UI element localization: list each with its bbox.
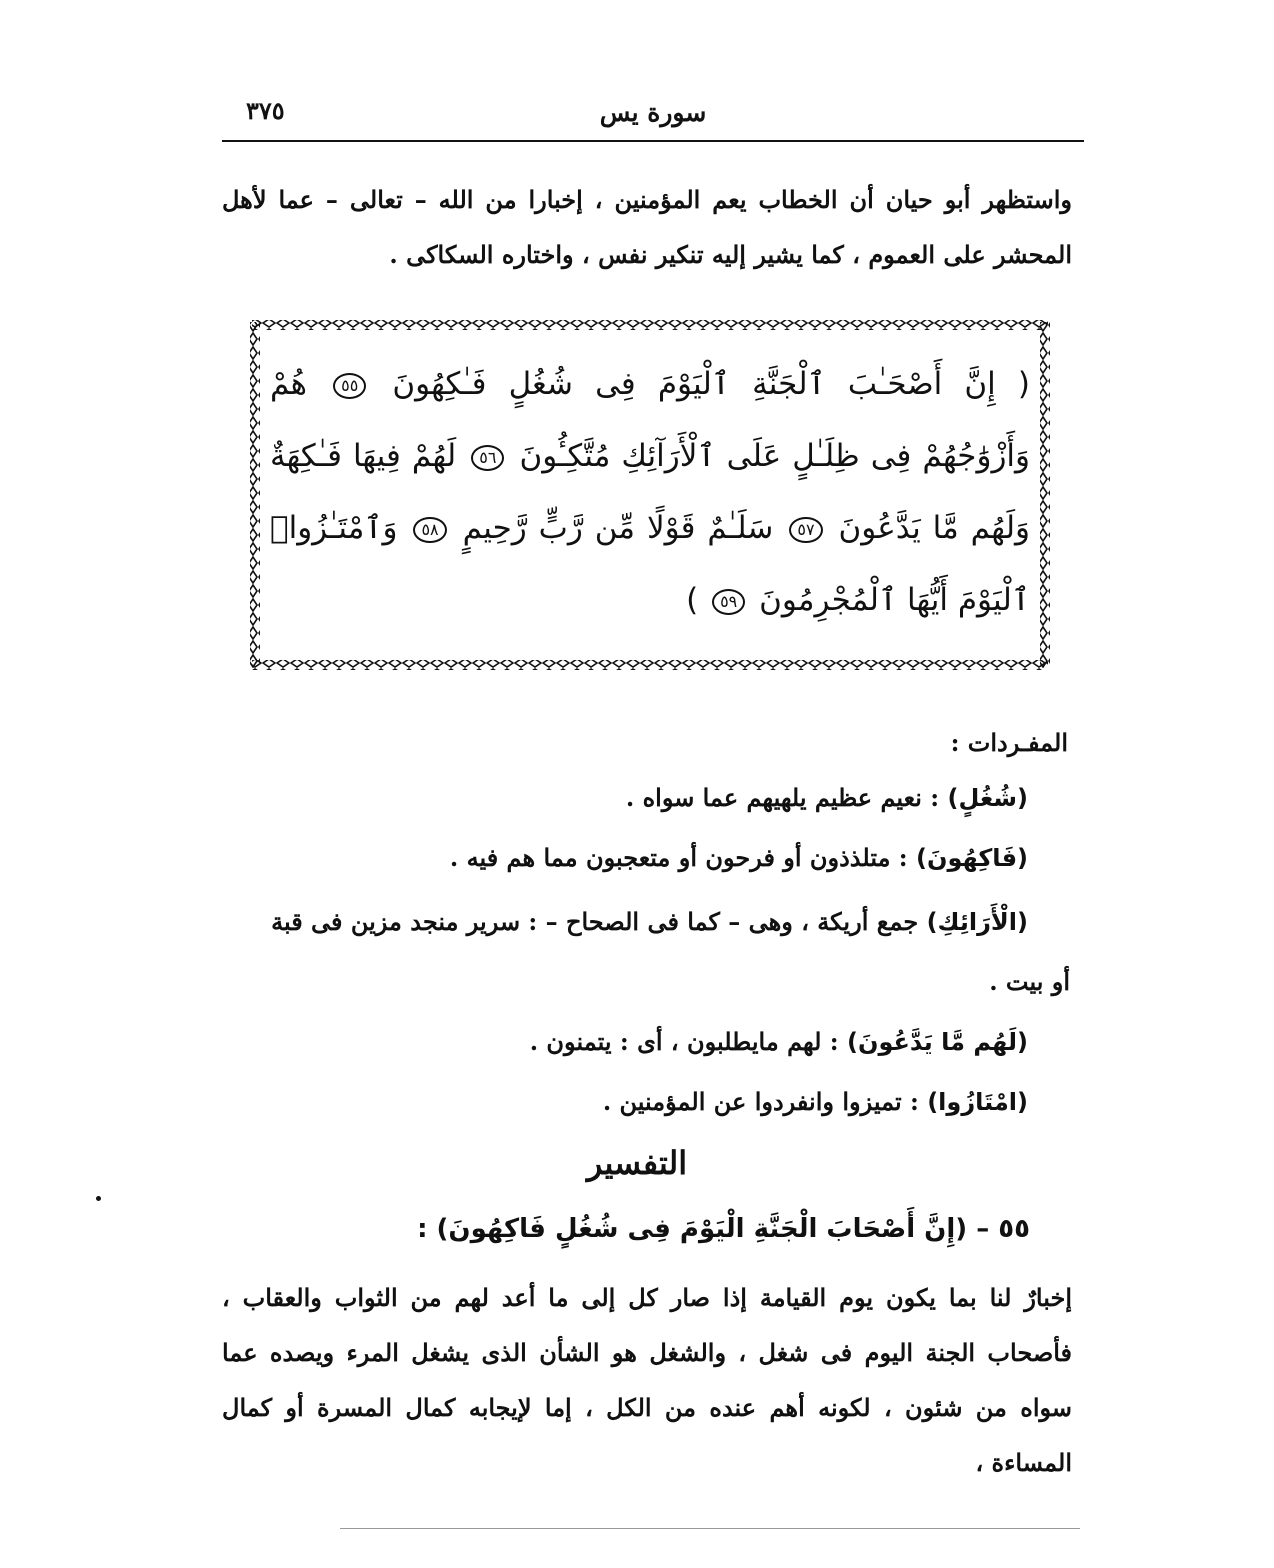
header-rule xyxy=(222,140,1084,142)
verse-number-55: ٥٥ xyxy=(333,373,366,399)
verse-55: إِنَّ أَصْحَـٰبَ ٱلْجَنَّةِ ٱلْيَوْمَ فِى شُغُلٍ فَـٰكِهُونَ xyxy=(392,366,996,402)
surah-title: سورة يس xyxy=(599,98,707,127)
verse-number-58: ٥٨ xyxy=(413,517,446,543)
vocab-item xyxy=(450,830,1028,886)
verse-56: هُمْ وَأَزْوَٰجُهُمْ فِى ظِلَـٰلٍ عَلَى ٱلْأَرَآئِكِ مُتَّكِـُٔونَ xyxy=(270,366,1030,474)
vocab-definition: جمع أريكة ، وهى – كما فى الصحاح – : سرير منجد مزين فى قبة xyxy=(271,907,927,936)
vocab-definition: : متلذذون أو فرحون أو متعجبون مما هم فيه . xyxy=(449,843,916,872)
footer-rule xyxy=(340,1528,1080,1529)
verse-57: لَهُمْ فِيهَا فَـٰكِهَةٌ وَلَهُم مَّا يَدَّعُونَ xyxy=(270,438,1031,546)
vocab-item xyxy=(603,1074,1028,1130)
vocab-definition: : لهم مايطلبون ، أى : يتمنون . xyxy=(529,1027,847,1056)
intro-paragraph: واستظهر أبو حيان أن الخطاب يعم المؤمنين ، إخبارا من الله – تعالى – عما لأهل المحشر على العموم ، كما يشير إليه تنكير نفس ، واختاره السكاكى . xyxy=(222,185,1072,269)
vocab-definition: أو بيت . xyxy=(989,967,1070,996)
vocab-term: (امْتَازُوا) xyxy=(927,1088,1028,1116)
vocab-term: (لَهُم مَّا يَدَّعُونَ) xyxy=(847,1028,1028,1056)
ayah-heading: ٥٥ – (إِنَّ أَصْحَابَ الْجَنَّةِ الْيَوْمَ فِى شُغُلٍ فَاكِهُونَ) : xyxy=(417,1214,1030,1244)
vocab-item xyxy=(222,894,1028,950)
vocab-item xyxy=(530,1014,1028,1070)
verse-text xyxy=(270,348,1030,636)
vocab-term: (الْأَرَائِكِ) xyxy=(926,908,1028,936)
page-number: ٣٧٥ xyxy=(246,96,285,125)
verse-number-59: ٥٩ xyxy=(712,589,745,615)
page-header xyxy=(222,92,1084,142)
verse-box xyxy=(248,318,1052,672)
vocab-item xyxy=(626,770,1028,826)
paren-close: ) xyxy=(686,582,699,618)
verse-number-57: ٥٧ xyxy=(789,517,822,543)
verse-number-56: ٥٦ xyxy=(471,445,504,471)
margin-dot xyxy=(96,1196,101,1201)
verse-59: وَٱمْتَـٰزُوا۟ ٱلْيَوْمَ أَيُّهَا ٱلْمُجْرِمُونَ xyxy=(270,510,1030,618)
vocab-term: (شُغُلٍ) xyxy=(947,784,1028,812)
vocab-term: (فَاكِهُونَ) xyxy=(916,844,1028,872)
paren-open: ( xyxy=(1017,366,1030,402)
tafsir-paragraph: إخبارٌ لنا بما يكون يوم القيامة إذا صار كل إلى ما أعد لهم من الثواب والعقاب ، فأصحاب الجنة اليوم فى شغل ، والشغل هو الشأن الذى يشغل المرء ويصده عما سواه من شئون ، لكونه أهم عنده من الكل ، إما لإيجابه كمال المسرة أو كمال المساءة ، xyxy=(222,1283,1072,1477)
vocab-heading: المفـردات : xyxy=(950,728,1068,757)
vocab-item-continuation xyxy=(989,954,1070,1009)
vocab-definition: : نعيم عظيم يلهيهم عما سواه . xyxy=(625,783,948,812)
verse-58: سَلَـٰمٌ قَوْلًا مِّن رَّبٍّ رَّحِيمٍ xyxy=(462,510,774,546)
section-title: التفسير xyxy=(586,1144,688,1182)
vocab-definition: : تميزوا وانفردوا عن المؤمنين . xyxy=(602,1087,928,1116)
